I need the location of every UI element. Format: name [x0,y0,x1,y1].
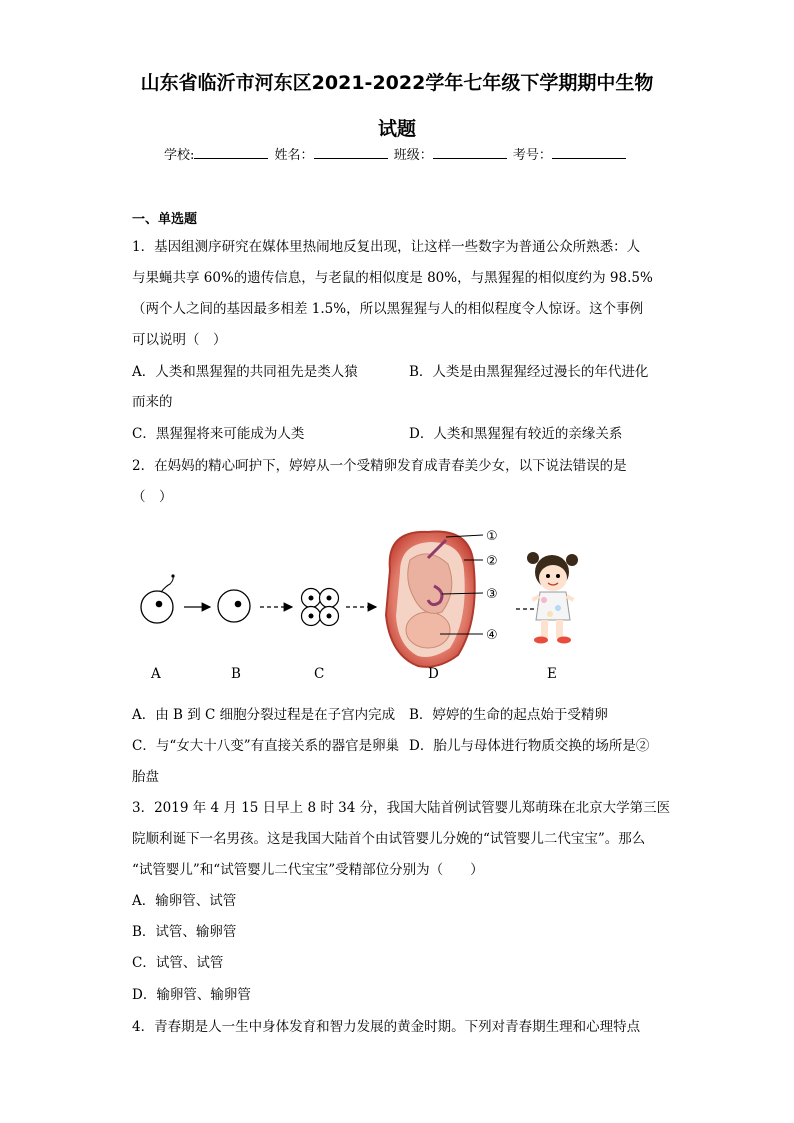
label-1: ① [486,529,498,544]
q2-option-a: A．由 B 到 C 细胞分裂过程是在子宫内完成 [132,707,396,723]
q1-stem-line1: 1．基因组测序研究在媒体里热闹地反复出现，让这样一些数字为普通公众所熟悉：人 [132,239,641,255]
label-4: ④ [486,628,498,643]
number-label: 考号： [512,148,552,163]
stage-label-e: E [547,666,557,682]
label-3: ③ [486,587,498,602]
q2-option-c: C．与“女大十八变”有直接关系的器官是卵巢 [132,738,400,754]
fetus-in-uterus-icon [386,532,475,667]
q3-stem-line3: “试管婴儿”和“试管婴儿二代宝宝”受精部位分别为（ ） [132,862,484,878]
school-blank [194,146,268,159]
section-heading: 一、单选题 [132,212,198,227]
q3-stem-line2: 院顺利诞下一名男孩。这是我国大陆首个由试管婴儿分娩的“试管婴儿二代宝宝”。那么 [132,831,646,847]
q1-option-a: A．人类和黑猩猩的共同祖先是类人猿 [132,364,358,380]
q1-option-b-cont: 而来的 [132,394,173,410]
school-label: 学校: [164,148,195,163]
page-title-continued: 试题 [377,118,416,140]
q2-stem-line2: （ ） [132,489,173,505]
zygote-icon [141,574,175,623]
girl-illustration-icon [527,552,578,644]
stage-label-d: D [428,666,439,682]
page-title: 山东省临沂市河东区2021-2022学年七年级下学期期中生物 [140,72,654,94]
label-2: ② [486,554,498,569]
q3-option-b: B．试管、输卵管 [132,924,237,940]
class-blank [433,146,507,159]
q2-option-d-cont: 胎盘 [132,769,159,785]
q3-stem-line1: 3．2019 年 4 月 15 日早上 8 时 34 分，我国大陆首例试管婴儿郑萌珠在北京大学第三医 [132,800,671,816]
q1-stem-line2: 与果蝇共享 60%的遗传信息，与老鼠的相似度是 80%，与黑猩猩的相似度约为 98.5% [132,270,653,286]
q1-option-c: C．黑猩猩将来可能成为人类 [132,426,305,442]
number-blank [552,146,626,159]
stage-label-a: A [151,666,161,682]
q4-stem-line1: 4．青春期是人一生中身体发育和智力发展的黄金时期。下列对青春期生理和心理特点 [132,1019,641,1035]
q2-option-b: B．婷婷的生命的起点始于受精卵 [409,707,608,723]
q2-stem-line1: 2．在妈妈的精心呵护下，婷婷从一个受精卵发育成青春美少女，以下说法错误的是 [132,458,627,474]
q3-option-a: A．输卵管、试管 [132,893,237,909]
cell-division-icon [302,589,339,626]
name-label: 姓名： [274,148,314,163]
q1-stem-line4: 可以说明（ ） [132,332,227,348]
class-label: 班级： [393,148,433,163]
stage-label-b: B [231,666,241,682]
development-diagram [128,520,588,690]
q1-stem-line3: （两个人之间的基因最多相差 1.5%，所以黑猩猩与人的相似程度令人惊讶。这个事例 [132,301,644,317]
q3-option-c: C．试管、试管 [132,955,224,971]
single-cell-icon [218,590,250,622]
q1-option-b: B．人类是由黑猩猩经过漫长的年代进化 [409,364,649,380]
stage-label-c: C [314,666,325,682]
name-blank [314,146,388,159]
q3-option-d: D．输卵管、输卵管 [132,987,251,1003]
student-info-line [164,144,628,163]
q1-option-d: D．人类和黑猩猩有较近的亲缘关系 [409,426,623,442]
q2-option-d: D．胎儿与母体进行物质交换的场所是② [409,738,650,754]
